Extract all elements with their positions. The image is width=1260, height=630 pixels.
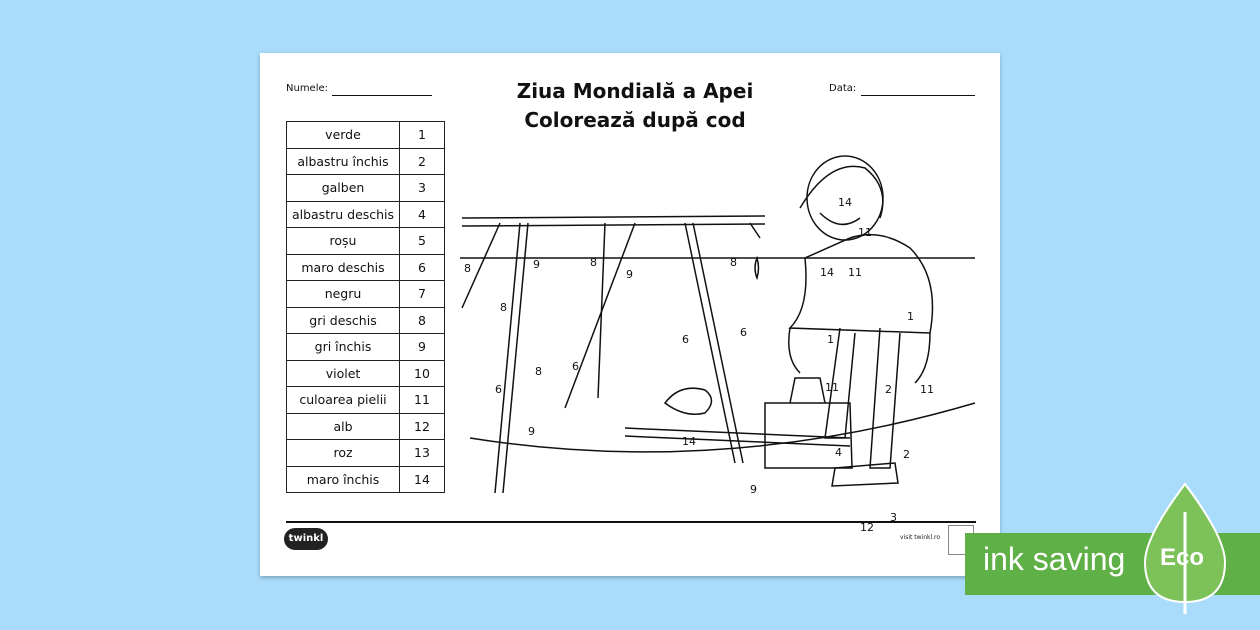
swing-right-joint (750, 223, 760, 238)
label-can: 4 (835, 446, 842, 459)
color-code-row (287, 466, 445, 493)
ground-arc (470, 403, 975, 452)
color-number-cell: 3 (400, 175, 445, 202)
label-shirt-a: 1 (907, 310, 914, 323)
color-name-cell: maro deschis (287, 254, 400, 281)
name-label: Numele: (286, 83, 329, 94)
boy-arm-left (789, 328, 800, 373)
color-name-cell: albastru deschis (287, 201, 400, 228)
color-code-row (287, 387, 445, 414)
eco-banner-text: ink saving (983, 541, 1126, 577)
water-drop (755, 258, 759, 278)
can-handle (790, 378, 825, 403)
label-pipe-e: 8 (730, 256, 737, 269)
footer-rule (286, 521, 976, 523)
color-code-row (287, 175, 445, 202)
color-number-cell: 13 (400, 440, 445, 467)
color-name-cell: alb (287, 413, 400, 440)
label-hand-r: 11 (920, 383, 934, 396)
label-ground-d: 6 (495, 383, 502, 396)
color-code-row (287, 307, 445, 334)
color-code-row (287, 254, 445, 281)
color-number-cell: 2 (400, 148, 445, 175)
label-bandana: 14 (820, 266, 834, 279)
visit-link: visit twinkl.ro (900, 534, 941, 541)
boy-shoe (832, 463, 898, 486)
label-neck: 11 (848, 266, 862, 279)
color-number-cell: 12 (400, 413, 445, 440)
boy-arm-right (915, 333, 930, 383)
color-number-cell: 1 (400, 122, 445, 149)
label-shoe-sole: 12 (860, 521, 874, 534)
boy-smile (820, 213, 860, 224)
swing-mid-leg-b (565, 223, 635, 408)
swing-right-leg-a (685, 223, 735, 463)
label-pipe-f: 8 (500, 301, 507, 314)
label-rock: 14 (682, 435, 696, 448)
twinkl-logo: twinkl (284, 528, 328, 550)
boy-leg-right (870, 328, 900, 468)
color-name-cell: roz (287, 440, 400, 467)
color-number-cell: 10 (400, 360, 445, 387)
color-name-cell: violet (287, 360, 400, 387)
color-name-cell: gri deschis (287, 307, 400, 334)
label-hand-l: 11 (825, 381, 839, 394)
color-code-row (287, 281, 445, 308)
date-line (861, 95, 975, 96)
label-leg-c: 9 (750, 483, 757, 496)
label-shirt-b: 1 (827, 333, 834, 346)
rock (665, 388, 712, 414)
color-code-row (287, 360, 445, 387)
swing-top-bar (462, 216, 765, 218)
label-leg-a: 8 (535, 365, 542, 378)
color-code-row (287, 122, 445, 149)
color-code-row (287, 413, 445, 440)
color-code-row (287, 228, 445, 255)
eco-label: Eco (1160, 544, 1205, 571)
color-name-cell: culoarea pielii (287, 387, 400, 414)
label-pants-a: 2 (885, 383, 892, 396)
color-name-cell: gri închis (287, 334, 400, 361)
title-line-2: Colorează după cod (524, 108, 746, 132)
label-pipe-a: 8 (464, 262, 471, 275)
color-name-cell: verde (287, 122, 400, 149)
color-number-cell: 6 (400, 254, 445, 281)
color-name-cell: negru (287, 281, 400, 308)
color-number-cell: 5 (400, 228, 445, 255)
boy-hair (800, 166, 883, 218)
color-code-row (287, 148, 445, 175)
label-leg-b: 9 (528, 425, 535, 438)
label-shoe: 3 (890, 511, 897, 524)
name-line (332, 95, 432, 96)
label-pipe-c: 8 (590, 256, 597, 269)
label-ground-b: 6 (740, 326, 747, 339)
color-name-cell: galben (287, 175, 400, 202)
color-number-cell: 9 (400, 334, 445, 361)
label-face: 11 (858, 226, 872, 239)
playground-illustration (460, 138, 980, 534)
label-ground-a: 6 (682, 333, 689, 346)
color-number-cell: 8 (400, 307, 445, 334)
color-code-row (287, 334, 445, 361)
color-name-cell: albastru închis (287, 148, 400, 175)
color-name-cell: maro închis (287, 466, 400, 493)
color-name-cell: roșu (287, 228, 400, 255)
color-code-row (287, 440, 445, 467)
color-number-cell: 14 (400, 466, 445, 493)
title-line-1: Ziua Mondială a Apei (516, 79, 754, 103)
label-hair: 14 (838, 196, 852, 209)
worksheet (260, 53, 1000, 576)
color-code-table (286, 121, 445, 493)
date-label: Data: (829, 83, 857, 94)
label-pipe-b: 9 (533, 258, 540, 271)
label-pants-b: 2 (903, 448, 910, 461)
color-number-cell: 4 (400, 201, 445, 228)
color-number-cell: 7 (400, 281, 445, 308)
color-code-row (287, 201, 445, 228)
label-pipe-d: 9 (626, 268, 633, 281)
color-number-cell: 11 (400, 387, 445, 414)
label-ground-c: 6 (572, 360, 579, 373)
